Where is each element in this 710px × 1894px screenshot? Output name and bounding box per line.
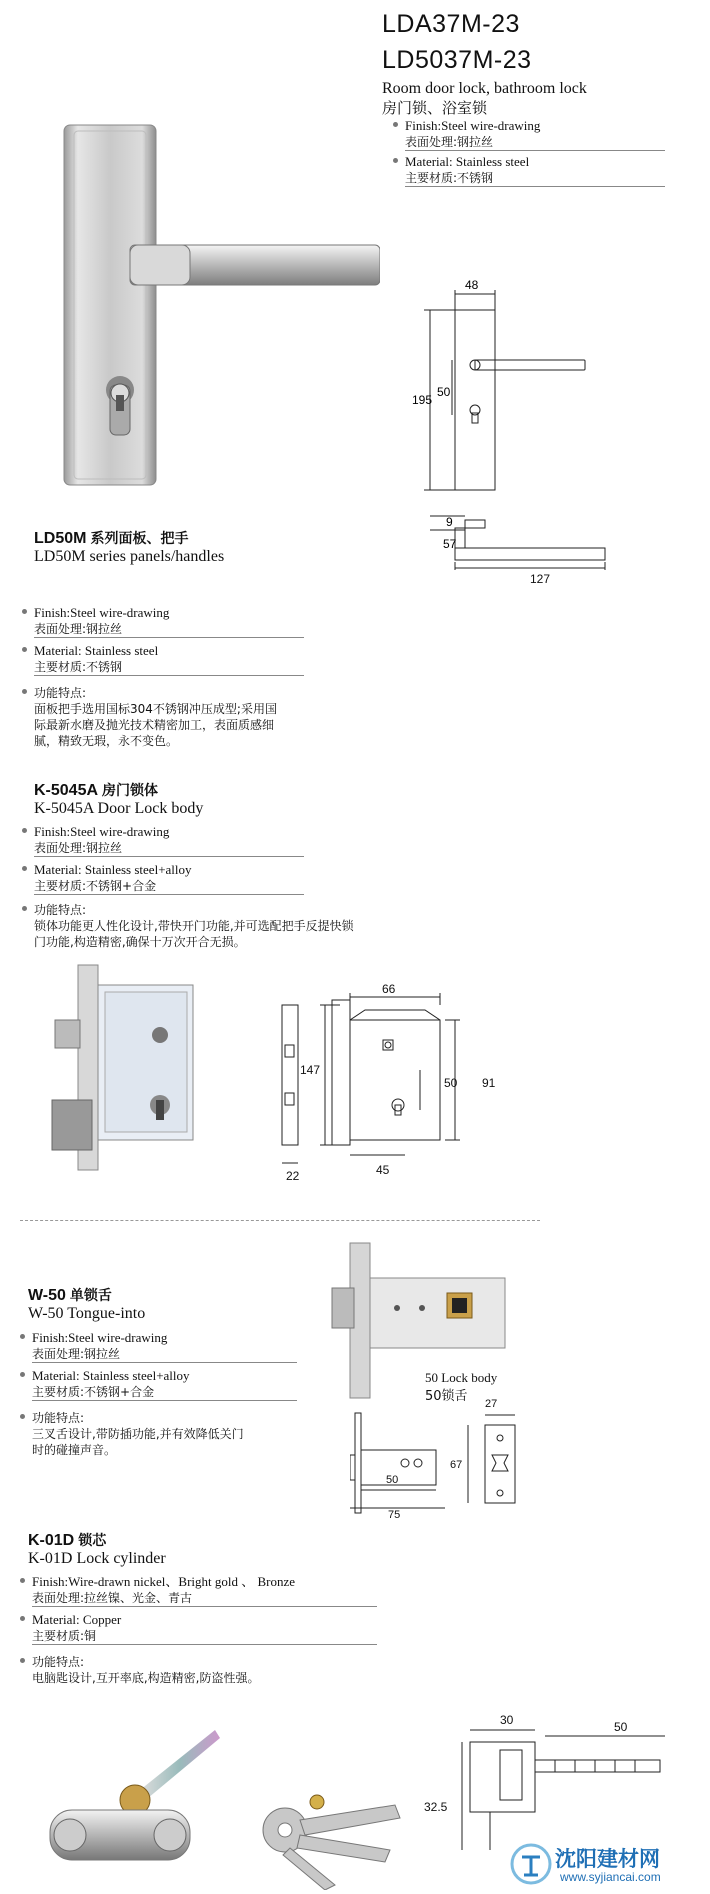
k5045a-features: [34, 902, 454, 950]
dim-27: 27: [485, 1398, 498, 1410]
ld50m-subtitle: LD50M series panels/handles: [34, 548, 225, 565]
finish-cn: 表面处理:钢拉丝: [34, 841, 123, 855]
ld50m-features: [34, 685, 374, 749]
lock-cylinder-photo: [40, 1720, 240, 1880]
material-cn: 主要材质:不锈钢: [34, 660, 123, 674]
feature-line: 面板把手选用国标304不锈钢冲压成型;采用国: [34, 702, 277, 716]
dim-91: 91: [482, 1076, 496, 1090]
ld50m-finish: [34, 605, 354, 637]
dim-45: 45: [376, 1163, 390, 1177]
bullet-icon: [22, 828, 27, 833]
bullet-icon: [22, 906, 27, 911]
dim-50: 50: [386, 1474, 399, 1486]
k5045a-subtitle: K-5045A Door Lock body: [34, 800, 204, 817]
dim-30: 30: [500, 1713, 514, 1727]
material-en: Material: Stainless steel: [405, 154, 530, 169]
bullet-icon: [20, 1414, 25, 1419]
w50-body-label-cn: 50锁舌: [425, 1389, 468, 1404]
finish-en: Finish:Wire-drawn nickel、Bright gold 、 Bronze: [32, 1574, 296, 1589]
bullet-icon: [20, 1658, 25, 1663]
finish-en: Finish:Steel wire-drawing: [405, 118, 541, 133]
k01d-title: [28, 1530, 106, 1550]
w50-body-label-en: 50 Lock body: [425, 1370, 498, 1385]
header-material: [405, 154, 705, 186]
k01d-title-cn: 锁芯: [78, 1533, 107, 1549]
k01d-features: [32, 1654, 392, 1686]
divider: [32, 1400, 297, 1401]
bullet-icon: [22, 647, 27, 652]
dim-66: 66: [382, 982, 396, 996]
k5045a-code: K-5045A: [34, 782, 99, 799]
bullet-icon: [22, 609, 27, 614]
bullet-icon: [22, 866, 27, 871]
divider: [405, 150, 665, 151]
dim-9: 9: [446, 515, 453, 529]
dim-57: 57: [443, 537, 457, 551]
finish-en: Finish:Steel wire-drawing: [32, 1330, 168, 1345]
finish-en: Finish:Steel wire-drawing: [34, 824, 170, 839]
ld50m-title-cn: 系列面板、把手: [90, 531, 189, 547]
w50-title-cn: 单锁舌: [69, 1288, 112, 1304]
material-en: Material: Stainless steel: [34, 643, 159, 658]
k5045a-title-cn: 房门锁体: [102, 783, 159, 799]
dim-50: 50: [444, 1076, 458, 1090]
w50-features: [32, 1410, 332, 1458]
header-desc-en: Room door lock, bathroom lock: [382, 80, 587, 97]
dim-22: 22: [286, 1169, 300, 1183]
divider: [32, 1644, 377, 1645]
material-en: Material: Stainless steel+alloy: [34, 862, 192, 877]
k01d-material: [32, 1612, 392, 1644]
feature-label: 功能特点:: [34, 903, 87, 917]
bullet-icon: [393, 122, 398, 127]
feature-label: 功能特点:: [32, 1655, 85, 1669]
k01d-code: K-01D: [28, 1532, 75, 1549]
bullet-icon: [20, 1578, 25, 1583]
handle-photo: [60, 95, 380, 515]
k01d-subtitle: K-01D Lock cylinder: [28, 1550, 166, 1567]
header-finish: [405, 118, 705, 150]
divider: [34, 856, 304, 857]
divider: [34, 675, 304, 676]
feature-line: 锁体功能更人性化设计,带快开门功能,并可选配把手反提快锁: [34, 919, 354, 933]
dim-147: 147: [300, 1063, 321, 1077]
dim-48: 48: [465, 280, 479, 292]
section-divider: [20, 1220, 540, 1221]
material-cn: 主要材质:不锈钢: [405, 171, 494, 185]
w50-subtitle: W-50 Tongue-into: [28, 1305, 146, 1322]
feature-label: 功能特点:: [32, 1411, 85, 1425]
feature-line: 时的碰撞声音。: [32, 1443, 117, 1457]
bullet-icon: [20, 1372, 25, 1377]
k5045a-material: [34, 862, 354, 894]
keys-photo: [255, 1790, 405, 1890]
ld50m-code: LD50M: [34, 530, 87, 547]
w50-finish: [32, 1330, 332, 1362]
finish-cn: 表面处理:拉丝镍、光金、青古: [32, 1591, 193, 1605]
divider: [32, 1606, 377, 1607]
feature-line: 电脑匙设计,互开率底,构造精密,防盗性强。: [32, 1671, 260, 1685]
lock-body-drawing: [280, 985, 510, 1175]
finish-cn: 表面处理:钢拉丝: [32, 1347, 121, 1361]
dim-50: 50: [437, 385, 451, 399]
dim-50: 50: [614, 1720, 628, 1734]
bullet-icon: [20, 1334, 25, 1339]
ld50m-material: [34, 643, 354, 675]
lock-body-photo: [50, 960, 200, 1175]
finish-en: Finish:Steel wire-drawing: [34, 605, 170, 620]
material-cn: 主要材质:铜: [32, 1629, 97, 1643]
ld50m-title: [34, 528, 188, 548]
watermark-text: 沈阳建材网: [555, 1847, 660, 1871]
divider: [32, 1362, 297, 1363]
divider: [405, 186, 665, 187]
feature-line: 三叉舌设计,带防插功能,并有效降低关门: [32, 1427, 244, 1441]
k5045a-title: [34, 780, 158, 800]
finish-cn: 表面处理:钢拉丝: [34, 622, 123, 636]
k5045a-finish: [34, 824, 354, 856]
dim-127: 127: [530, 572, 551, 586]
material-cn: 主要材质:不锈钢+合金: [32, 1385, 155, 1399]
feature-line: 腻，精致无瑕，永不变色。: [34, 734, 179, 748]
divider: [34, 637, 304, 638]
finish-cn: 表面处理:钢拉丝: [405, 135, 494, 149]
watermark-url: www.syjiancai.com: [560, 1870, 661, 1884]
watermark-logo: [510, 1843, 552, 1885]
w50-material: [32, 1368, 332, 1400]
feature-line: 际最新水磨及抛光技术精密加工，表面质感细: [34, 718, 275, 732]
material-en: Material: Stainless steel+alloy: [32, 1368, 190, 1383]
bullet-icon: [20, 1616, 25, 1621]
feature-label: 功能特点:: [34, 686, 87, 700]
dim-32-5: 32.5: [424, 1800, 448, 1814]
product-code-1: LDA37M-23: [382, 10, 520, 38]
product-code-2: LD5037M-23: [382, 46, 532, 74]
bullet-icon: [22, 689, 27, 694]
handle-drawing: [410, 280, 610, 570]
divider: [34, 894, 304, 895]
material-cn: 主要材质:不锈钢+合金: [34, 879, 157, 893]
dim-75: 75: [388, 1509, 401, 1521]
dim-67: 67: [450, 1459, 463, 1471]
material-en: Material: Copper: [32, 1612, 122, 1627]
feature-line: 门功能,构造精密,确保十万次开合无损。: [34, 935, 246, 949]
header-desc-cn: 房门锁、浴室锁: [382, 99, 488, 117]
w50-code: W-50: [28, 1287, 66, 1304]
k01d-finish: [32, 1574, 392, 1606]
w50-title: [28, 1285, 112, 1305]
tongue-latch-drawing: [350, 1405, 530, 1520]
bullet-icon: [393, 158, 398, 163]
dim-195: 195: [412, 393, 433, 407]
